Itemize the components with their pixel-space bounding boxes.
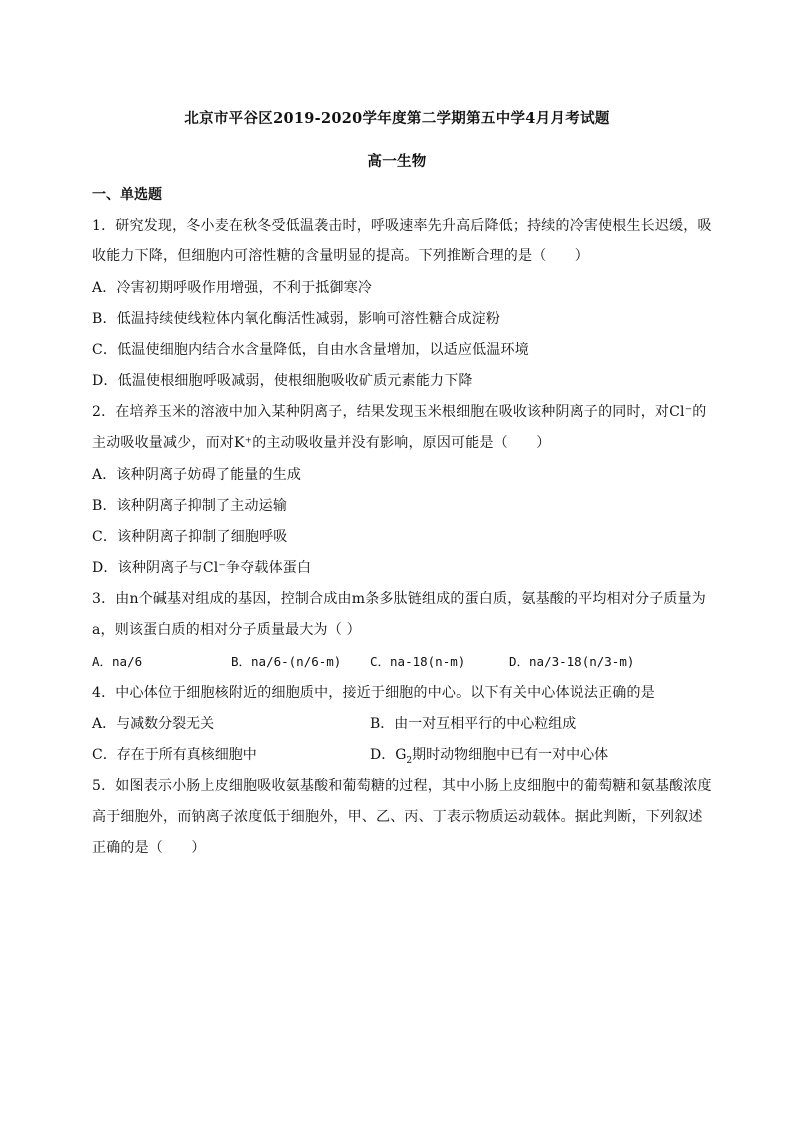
question-2-option-a: A．该种阴离子妨碍了能量的生成 xyxy=(92,467,302,483)
question-3-stem-line2: a，则该蛋白质的相对分子质量最大为（ ） xyxy=(92,622,361,638)
question-4-option-a: A．与减数分裂无关 xyxy=(92,716,215,732)
question-4-option-c: C．存在于所有真核细胞中 xyxy=(92,747,257,763)
question-1-option-c: C．低温使细胞内结合水含量降低，自由水含量增加，以适应低温环境 xyxy=(92,342,529,358)
question-3-stem-line1: 3．由n个碱基对组成的基因，控制合成由m条多肽链组成的蛋白质，氨基酸的平均相对分子质量为 xyxy=(92,591,706,607)
question-5-stem-line2: 高于细胞外，而钠离子浓度低于细胞外，甲、乙、丙、丁表示物质运动载体。据此判断，下列叙述 xyxy=(92,809,703,825)
question-1-option-d: D．低温使根细胞呼吸减弱，使根细胞吸收矿质元素能力下降 xyxy=(92,373,473,389)
question-4-option-d-text: 期时动物细胞中已有一对中心体 xyxy=(412,747,609,763)
exam-title: 北京市平谷区2019-2020学年度第二学期第五中学4月月考试题 xyxy=(184,110,610,127)
question-4-option-d-subscript: 2 xyxy=(406,755,413,766)
question-1-option-a: A．冷害初期呼吸作用增强，不利于抵御寒冷 xyxy=(92,280,373,296)
question-1-option-b: B．低温持续使线粒体内氧化酶活性减弱，影响可溶性糖合成淀粉 xyxy=(92,311,501,327)
question-3-option-b: B．na/6-(n/6-m) xyxy=(231,654,342,669)
question-3-option-c: C．na-18(n-m) xyxy=(370,654,466,669)
section-heading: 一、单选题 xyxy=(92,187,162,203)
question-2-option-b: B．该种阴离子抑制了主动运输 xyxy=(92,498,288,514)
question-3-option-a: A．na/6 xyxy=(92,654,143,669)
question-1-stem-line2: 收能力下降，但细胞内可溶性糖的含量明显的提高。下列推断合理的是（ ） xyxy=(92,248,589,264)
question-4-option-d xyxy=(370,745,608,771)
question-5-stem-line3: 正确的是（ ） xyxy=(92,840,206,856)
question-2-option-c: C．该种阴离子抑制了细胞呼吸 xyxy=(92,529,288,545)
question-3-option-d: D．na/3-18(n/3-m) xyxy=(509,654,635,669)
question-2-option-d: D．该种阴离子与Cl⁻争夺载体蛋白 xyxy=(92,560,312,576)
question-2-stem-line1: 2．在培养玉米的溶液中加入某种阴离子，结果发现玉米根细胞在吸收该种阴离子的同时，对Cl⁻的 xyxy=(92,404,707,420)
question-2-stem-line2: 主动吸收量减少，而对K⁺的主动吸收量并没有影响，原因可能是（ ） xyxy=(92,435,551,451)
question-4-option-b: B．由一对互相平行的中心粒组成 xyxy=(370,716,577,732)
question-1-stem-line1: 1．研究发现，冬小麦在秋冬受低温袭击时，呼吸速率先升高后降低；持续的冷害使根生长迟缓，吸 xyxy=(92,218,712,234)
question-4-stem: 4．中心体位于细胞核附近的细胞质中，接近于细胞的中心。以下有关中心体说法正确的是 xyxy=(92,685,655,701)
question-5-stem-line1: 5．如图表示小肠上皮细胞吸收氨基酸和葡萄糖的过程，其中小肠上皮细胞中的葡萄糖和氨基酸浓度 xyxy=(92,778,712,794)
exam-subject: 高一生物 xyxy=(367,153,427,170)
question-4-option-d-prefix: D．G xyxy=(370,747,407,763)
